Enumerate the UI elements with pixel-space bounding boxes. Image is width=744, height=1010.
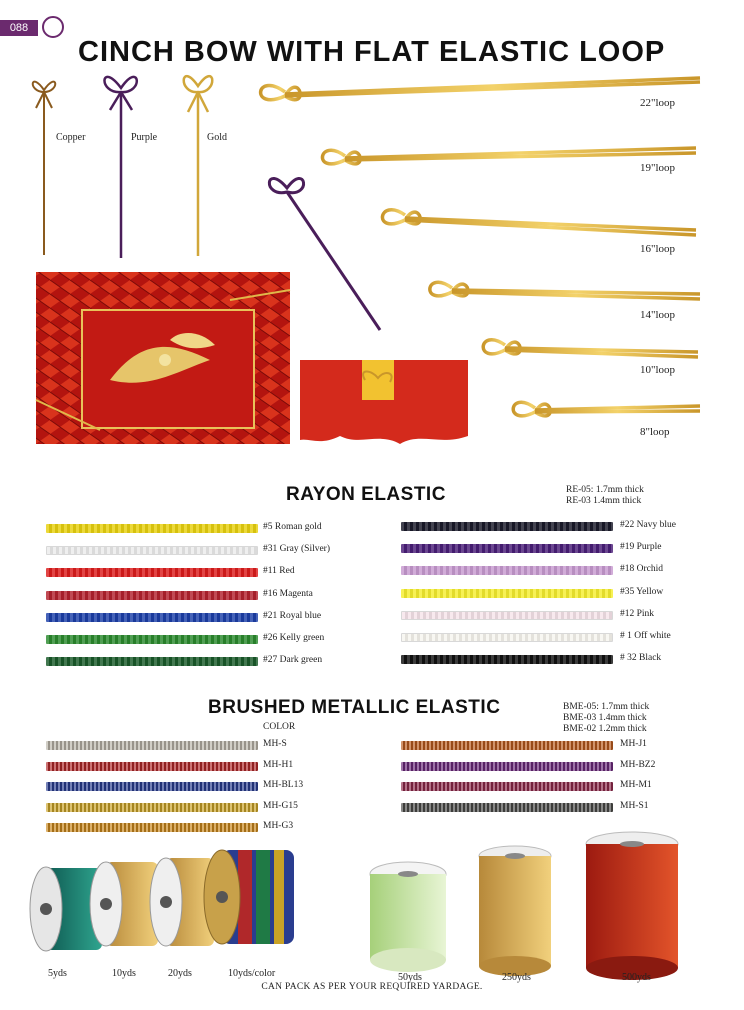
purple-bow-icon xyxy=(104,77,136,258)
metallic-title: BRUSHED METALLIC ELASTIC xyxy=(208,697,501,718)
rayon-color-label: #16 Magenta xyxy=(263,588,313,599)
gift-box-photo xyxy=(36,272,290,444)
metallic-color-swatch xyxy=(46,803,258,812)
metallic-color-label: MH-S xyxy=(263,739,287,749)
rayon-color-swatch xyxy=(401,589,613,598)
loop-label-10: 10"loop xyxy=(640,364,676,376)
rayon-color-label: #19 Purple xyxy=(620,542,662,553)
spool-10yds-color-icon xyxy=(204,850,294,944)
metallic-spec: BME-03 1.4mm thick xyxy=(563,713,647,723)
metallic-color-swatch xyxy=(46,782,258,791)
metallic-spec: BME-02 1.2mm thick xyxy=(563,724,647,734)
metallic-color-swatch xyxy=(46,741,258,750)
copper-bow-icon xyxy=(33,82,56,255)
rayon-color-label: #22 Navy blue xyxy=(620,520,676,530)
rayon-color-swatch xyxy=(46,613,258,622)
metallic-spec: BME-05: 1.7mm thick xyxy=(563,702,650,712)
page-number: 088 xyxy=(0,20,38,36)
loop-label-19: 19"loop xyxy=(640,162,676,174)
rayon-color-label: #31 Gray (Silver) xyxy=(263,544,331,555)
metallic-color-label: MH-G3 xyxy=(263,821,294,831)
metallic-color-swatch xyxy=(46,762,258,771)
rayon-color-label: #35 Yellow xyxy=(620,586,664,597)
rayon-color-swatch xyxy=(46,635,258,644)
rayon-color-label: #21 Royal blue xyxy=(263,610,322,621)
red-envelope-photo xyxy=(300,360,468,444)
loop-22-icon xyxy=(261,78,700,100)
loop-label-16: 16"loop xyxy=(640,243,676,255)
rayon-color-swatch xyxy=(46,524,258,533)
spool-label-50yds: 50yds xyxy=(398,972,422,983)
spool-label-10yds: 10yds xyxy=(112,968,136,979)
loop-label-14: 14"loop xyxy=(640,309,676,321)
metallic-color-label: MH-G15 xyxy=(263,800,298,811)
metallic-color-swatch xyxy=(401,803,613,812)
spool-250yds-icon xyxy=(479,846,551,976)
loop-14-icon xyxy=(430,282,700,299)
spool-50yds-icon xyxy=(370,862,446,972)
footer-note: CAN PACK AS PER YOUR REQUIRED YARDAGE. xyxy=(261,982,483,992)
rayon-color-swatch xyxy=(46,546,258,555)
rayon-color-label: #12 Pink xyxy=(620,608,655,619)
spool-label-10yds-color: 10yds/color xyxy=(228,968,276,979)
loop-10-icon xyxy=(483,340,698,357)
rayon-spec: RE-05: 1.7mm thick xyxy=(566,485,644,495)
metallic-color-swatch xyxy=(401,782,613,791)
rayon-color-label: #27 Dark green xyxy=(263,655,323,666)
rayon-color-label: #18 Orchid xyxy=(620,564,664,575)
spool-illustrations xyxy=(0,830,744,980)
cinch-bow-illustrations xyxy=(0,0,744,470)
rayon-color-label: #26 Kelly green xyxy=(263,633,325,643)
rayon-color-swatch xyxy=(46,568,258,577)
rayon-color-swatch xyxy=(401,566,613,575)
metallic-color-swatch xyxy=(401,741,613,750)
spool-label-5yds: 5yds xyxy=(48,968,67,979)
metallic-color-label: MH-BZ2 xyxy=(620,759,656,770)
spool-500yds-icon xyxy=(586,832,678,980)
metallic-color-label: MH-M1 xyxy=(620,780,652,790)
page-title: CINCH BOW WITH FLAT ELASTIC LOOP xyxy=(78,36,666,68)
rayon-color-swatch xyxy=(46,591,258,600)
metallic-color-swatch xyxy=(401,762,613,771)
rayon-color-swatch xyxy=(401,655,613,664)
gold-bow-icon xyxy=(184,76,213,256)
color-label-gold: Gold xyxy=(207,132,227,143)
loop-label-22: 22"loop xyxy=(640,97,676,109)
rayon-color-label: # 32 Black xyxy=(620,653,662,664)
rayon-color-label: #5 Roman gold xyxy=(263,522,322,532)
color-heading: COLOR xyxy=(263,722,296,732)
metallic-color-label: MH-J1 xyxy=(620,739,647,749)
spool-label-20yds: 20yds xyxy=(168,968,192,979)
rayon-spec: RE-03 1.4mm thick xyxy=(566,496,642,506)
rayon-color-swatch xyxy=(401,544,613,553)
rayon-color-swatch xyxy=(401,633,613,642)
rayon-color-swatch xyxy=(401,522,613,531)
spool-label-500yds: 500yds xyxy=(622,972,651,983)
rayon-color-label: #11 Red xyxy=(263,566,295,577)
rayon-title: RAYON ELASTIC xyxy=(286,484,446,505)
metallic-color-label: MH-S1 xyxy=(620,800,649,811)
rayon-color-swatch xyxy=(401,611,613,620)
loop-8-icon xyxy=(513,402,700,416)
rayon-color-label: # 1 Off white xyxy=(620,631,671,641)
spool-label-250yds: 250yds xyxy=(502,972,531,983)
loop-label-8: 8"loop xyxy=(640,426,670,438)
color-label-purple: Purple xyxy=(131,132,158,143)
metallic-color-label: MH-H1 xyxy=(263,759,294,770)
metallic-color-label: MH-BL13 xyxy=(263,780,304,790)
rayon-color-swatch xyxy=(46,657,258,666)
color-label-copper: Copper xyxy=(56,132,86,143)
spool-10yds-icon xyxy=(90,862,158,946)
loop-16-icon xyxy=(382,210,696,235)
